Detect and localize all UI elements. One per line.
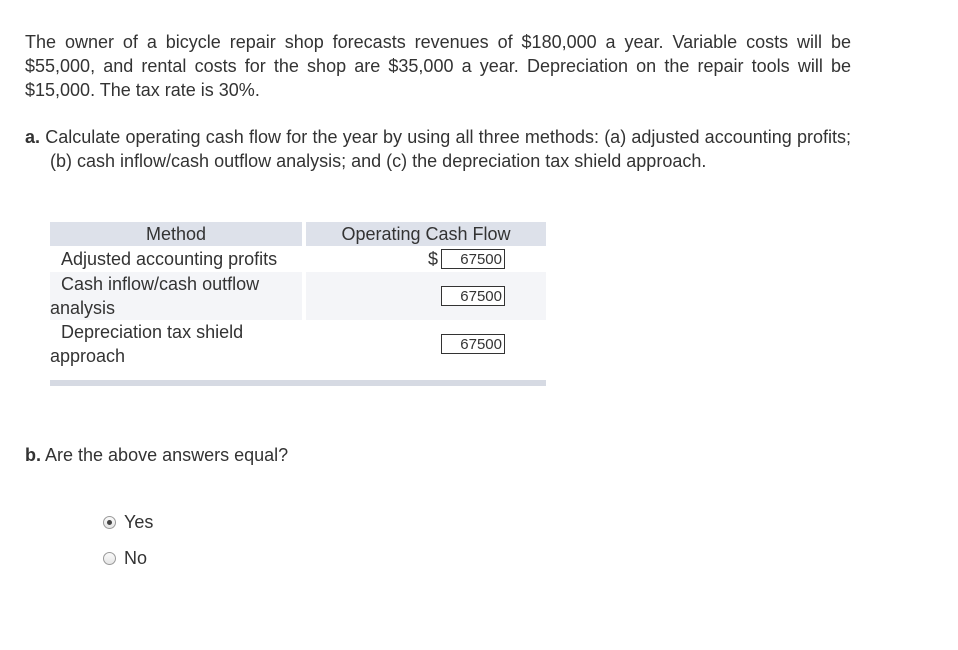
part-a-label: a. bbox=[25, 127, 41, 147]
table-row bbox=[50, 272, 546, 320]
table-row bbox=[50, 320, 546, 368]
radio-option-yes[interactable] bbox=[103, 510, 153, 534]
radio-option-no[interactable] bbox=[103, 546, 147, 570]
part-b-prompt bbox=[25, 443, 288, 467]
ocf-input-adjusted-profits[interactable]: 67500 bbox=[441, 249, 505, 269]
currency-symbol: $ bbox=[427, 249, 438, 269]
ocf-input-depreciation-tax-shield[interactable]: 67500 bbox=[441, 334, 505, 354]
part-a-text: Calculate operating cash flow for the year by using all three methods: (a) adjusted accounting profits; (b) cash inflow/cash outflow analysis; and (c) the depreciation tax shield approach. bbox=[45, 127, 851, 171]
question-intro: The owner of a bicycle repair shop forecasts revenues of $180,000 a year. Variable costs will be $55,000, and rental costs for the shop are $35,000 a year. Depreciation on the repair tools will be $15,000. The tax rate is 30%. bbox=[25, 32, 851, 100]
radio-button-unchecked[interactable] bbox=[103, 552, 116, 565]
row-label: Depreciation tax shield approach bbox=[50, 322, 244, 366]
cash-flow-table bbox=[50, 222, 546, 386]
radio-button-checked[interactable] bbox=[103, 516, 116, 529]
part-b-text: Are the above answers equal? bbox=[45, 445, 289, 465]
header-operating-cash-flow: Operating Cash Flow bbox=[306, 222, 546, 246]
header-method: Method bbox=[50, 222, 302, 246]
radio-label-no: No bbox=[124, 548, 148, 568]
ocf-input-cash-inflow-outflow[interactable]: 67500 bbox=[441, 286, 505, 306]
row-label: Adjusted accounting profits bbox=[61, 249, 278, 269]
table-row bbox=[50, 246, 546, 272]
radio-label-yes: Yes bbox=[124, 512, 154, 532]
part-a-prompt bbox=[25, 125, 851, 173]
row-label: Cash inflow/cash outflow analysis bbox=[50, 272, 302, 320]
part-b-label: b. bbox=[25, 445, 41, 465]
table-footer bbox=[50, 368, 546, 383]
table-header-row bbox=[50, 222, 546, 246]
